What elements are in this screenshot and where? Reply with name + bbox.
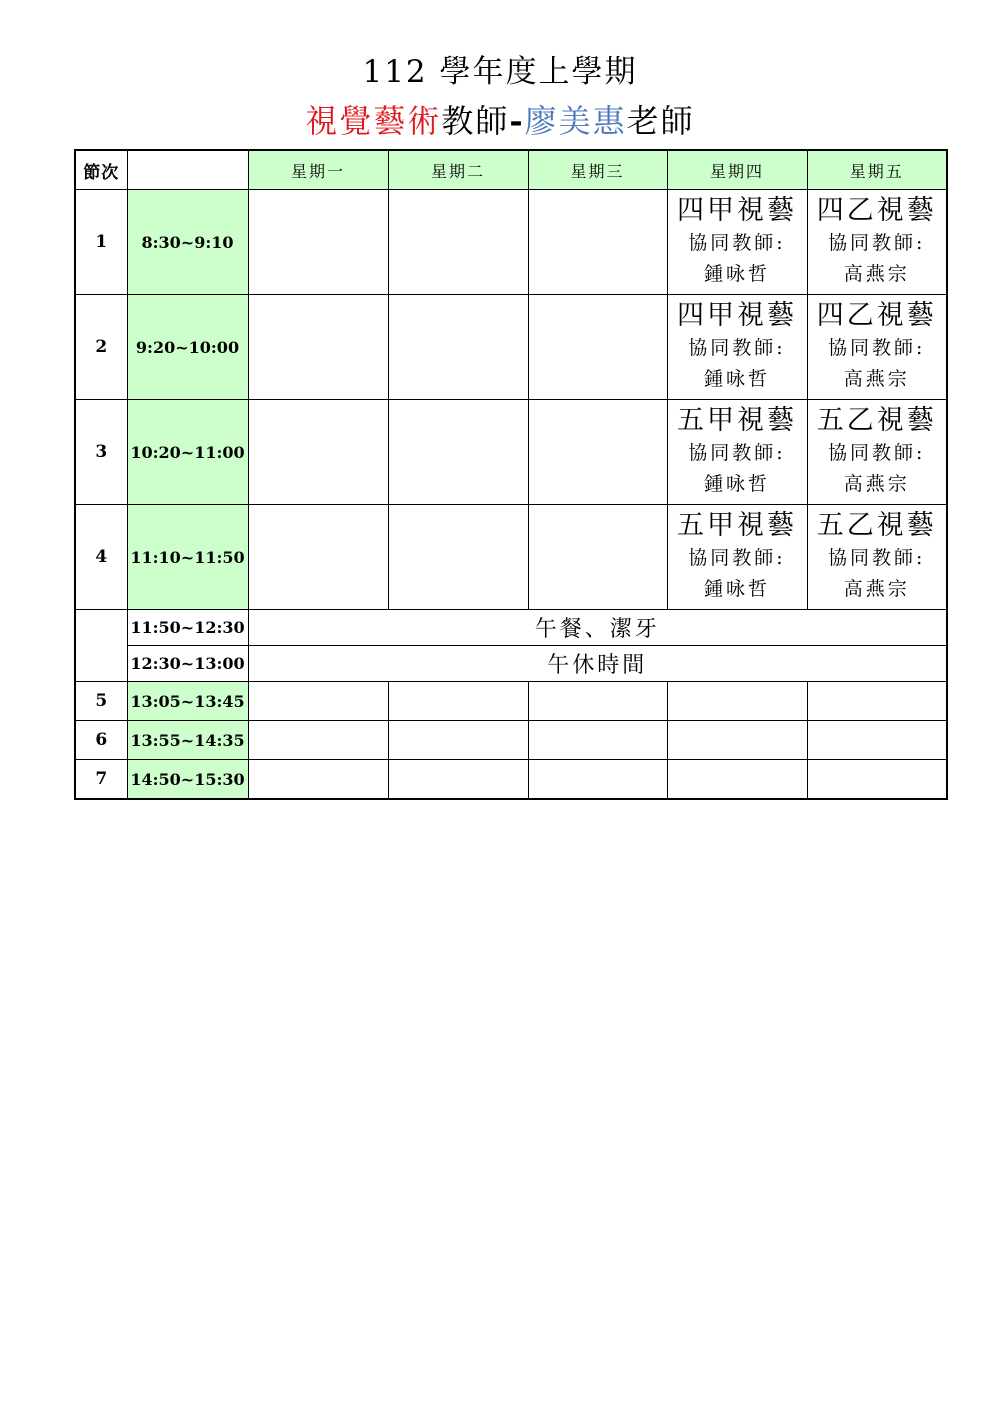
period-number: 2 xyxy=(75,295,127,400)
class-name: 四甲視藝 xyxy=(677,300,797,331)
cell-thu xyxy=(667,190,807,295)
period-number: 4 xyxy=(75,505,127,610)
period-time: 13:05~13:45 xyxy=(127,682,248,721)
cell-tue xyxy=(388,721,528,760)
table-row xyxy=(75,190,947,295)
class-name: 五甲視藝 xyxy=(677,510,797,541)
day-header-fri: 星期五 xyxy=(807,150,947,190)
day-header-thu: 星期四 xyxy=(667,150,807,190)
cell-fri xyxy=(807,295,947,400)
cell-tue xyxy=(388,400,528,505)
co-teacher-label: 協同教師: xyxy=(828,337,926,359)
period-number: 5 xyxy=(75,682,127,721)
cell-wed xyxy=(528,760,667,800)
schedule-title: 112 學年度上學期 xyxy=(362,54,638,90)
cell-tue xyxy=(388,190,528,295)
cell-fri xyxy=(807,682,947,721)
cell-fri xyxy=(807,760,947,800)
co-teacher-label: 協同教師: xyxy=(688,337,786,359)
table-row xyxy=(75,682,947,721)
cell-wed xyxy=(528,190,667,295)
cell-wed xyxy=(528,295,667,400)
period-number: 6 xyxy=(75,721,127,760)
co-teacher-name: 鍾咏哲 xyxy=(703,263,770,285)
cell-wed xyxy=(528,400,667,505)
timetable xyxy=(74,149,948,800)
period-time: 11:10~11:50 xyxy=(127,505,248,610)
co-teacher-name: 鍾咏哲 xyxy=(703,578,770,600)
break-row xyxy=(75,646,947,682)
co-teacher-label: 協同教師: xyxy=(688,232,786,254)
cell-mon xyxy=(248,400,388,505)
cell-wed xyxy=(528,721,667,760)
cell-tue xyxy=(388,505,528,610)
period-time: 13:55~14:35 xyxy=(127,721,248,760)
cell-mon xyxy=(248,760,388,800)
day-header-mon: 星期一 xyxy=(248,150,388,190)
table-row xyxy=(75,760,947,800)
break-label: 午休時間 xyxy=(248,646,947,682)
co-teacher-name: 鍾咏哲 xyxy=(703,473,770,495)
break-label: 午餐、潔牙 xyxy=(248,610,947,646)
period-time: 8:30~9:10 xyxy=(127,190,248,295)
cell-fri xyxy=(807,505,947,610)
cell-mon xyxy=(248,190,388,295)
teacher-suffix: 老師 xyxy=(626,102,695,140)
day-header-tue: 星期二 xyxy=(388,150,528,190)
co-teacher-name: 高燕宗 xyxy=(843,263,910,285)
class-name: 四甲視藝 xyxy=(677,195,797,226)
break-row xyxy=(75,610,947,646)
cell-fri xyxy=(807,400,947,505)
day-header-wed: 星期三 xyxy=(528,150,667,190)
role-label: 教師 xyxy=(441,102,510,140)
cell-mon xyxy=(248,682,388,721)
class-name: 五乙視藝 xyxy=(816,510,937,541)
cell-mon xyxy=(248,721,388,760)
co-teacher-label: 協同教師: xyxy=(688,442,786,464)
cell-wed xyxy=(528,682,667,721)
teacher-heading xyxy=(0,100,1000,142)
cell-thu xyxy=(667,682,807,721)
period-header: 節次 xyxy=(75,150,127,190)
table-row xyxy=(75,295,947,400)
break-time: 11:50~12:30 xyxy=(127,610,248,646)
co-teacher-label: 協同教師: xyxy=(828,547,926,569)
cell-mon xyxy=(248,295,388,400)
cell-tue xyxy=(388,295,528,400)
period-number: 3 xyxy=(75,400,127,505)
co-teacher-name: 高燕宗 xyxy=(843,473,910,495)
cell-fri xyxy=(807,190,947,295)
class-name: 五甲視藝 xyxy=(677,405,797,436)
table-row xyxy=(75,505,947,610)
time-header xyxy=(127,150,248,190)
cell-thu xyxy=(667,295,807,400)
title-dash: - xyxy=(509,102,525,140)
header-row xyxy=(75,150,947,190)
break-time: 12:30~13:00 xyxy=(127,646,248,682)
class-name: 五乙視藝 xyxy=(816,405,937,436)
cell-thu xyxy=(667,760,807,800)
period-time: 9:20~10:00 xyxy=(127,295,248,400)
co-teacher-name: 高燕宗 xyxy=(843,578,910,600)
teacher-name: 廖美惠 xyxy=(524,102,627,140)
co-teacher-label: 協同教師: xyxy=(828,442,926,464)
cell-thu xyxy=(667,505,807,610)
table-row xyxy=(75,721,947,760)
subject-name: 視覺藝術 xyxy=(305,102,442,140)
period-number: 7 xyxy=(75,760,127,800)
cell-thu xyxy=(667,400,807,505)
cell-thu xyxy=(667,721,807,760)
class-name: 四乙視藝 xyxy=(816,300,937,331)
co-teacher-name: 高燕宗 xyxy=(843,368,910,390)
co-teacher-name: 鍾咏哲 xyxy=(703,368,770,390)
cell-fri xyxy=(807,721,947,760)
table-row xyxy=(75,400,947,505)
cell-tue xyxy=(388,682,528,721)
period-time: 10:20~11:00 xyxy=(127,400,248,505)
cell-wed xyxy=(528,505,667,610)
cell-tue xyxy=(388,760,528,800)
class-name: 四乙視藝 xyxy=(816,195,937,226)
period-number: 1 xyxy=(75,190,127,295)
co-teacher-label: 協同教師: xyxy=(828,232,926,254)
period-time: 14:50~15:30 xyxy=(127,760,248,800)
cell-mon xyxy=(248,505,388,610)
break-period-cell xyxy=(75,610,127,682)
co-teacher-label: 協同教師: xyxy=(688,547,786,569)
